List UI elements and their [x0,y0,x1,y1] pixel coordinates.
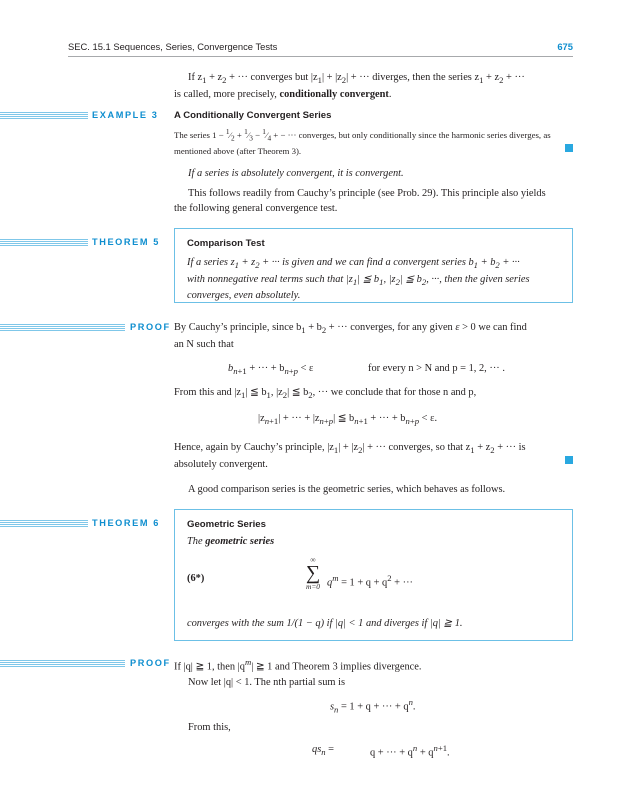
example-3-body: The series $1 - ^1⁄_2$ + $^1⁄_3$ − $^1⁄_4$ + − ··· converges, but only conditionally since the harmonic series diverges, as mentioned above (after Theorem 3). [174,127,551,156]
header-rule [68,56,573,57]
running-head [68,40,573,54]
theorem-6-conclusion: converges with the sum 1/(1 − q) if |q| < 1 and diverges if |q| ≧ 1. [187,618,463,629]
theorem-5-box [174,228,573,303]
section-title: SEC. 15.1 Sequences, Series, Convergence Tests [68,41,278,52]
proof-1-line-3: From this and $|z_1|$ ≦ $b_1$, $|z_2|$ ≦ $b_2$, ··· we conclude that for those n and p, [174,387,477,401]
equation-label: (6*) [187,573,205,584]
example-3-tag: EXAMPLE 3 [92,110,159,120]
proof-1-intro: By Cauchy’s principle, since $b_1 + b_2$ + ··· converges, for any given ε > 0 we can find an N such that [174,322,527,350]
absolute-convergence-statement: If a series is absolutely convergent, it is convergent. [188,168,404,179]
theorem-5-tag: THEOREM 5 [92,237,160,247]
theorem-5-text: If a series $z_1 + z_2$ + ··· is given and we can find a convergent series $b_1 + b_2$ + ··· with nonnegative real terms such that $|z_1|$ ≦ $b_1$, $|z_2|$ ≦ $b_2$, ···, then the given series converges, even absolutely. [187,257,530,302]
proof-2-from-this: From this, [188,722,231,733]
proof-1-display-1: $b_{n+1}$ + ··· + $b_{n+p} < \varepsilon$ [228,363,314,377]
geometric-intro: A good comparison series is the geometric series, which behaves as follows. [188,484,506,495]
example-3-end-mark [565,144,573,152]
theorem-6-tag: THEOREM 6 [92,518,160,528]
intro-paragraph: If $z_1 + z_2$ + ··· converges but $|z_1| + |z_2|$ + ··· diverges, then the series $z_1 + z_2$ + ··· is called, more precisely, conditionally convergent. [174,72,525,100]
proof-1-tag: PROOF [130,322,171,332]
proof-2-intro: If |q| ≧ 1, then $|q^m|$ ≧ 1 and Theorem 3 implies divergence. Now let |q| < 1. The nth partial sum is [174,657,422,688]
partial-sum-equation: $s_n = 1 + q$ + ··· + $q^n$. [330,697,416,715]
qs-equation: $qs_n$ = [312,744,335,758]
qs-equation-rhs: q + ··· + $q^n + q^{n+1}$. [370,743,450,759]
proof-1-display-1-condition: for every n > N and p = 1, 2, ··· . [368,363,505,374]
example-3-title: A Conditionally Convergent Series [174,110,332,121]
proof-2-tag: PROOF [130,658,171,668]
theorem-6-box [174,509,573,641]
cauchy-paragraph: This follows readily from Cauchy’s principle (see Prob. 29). This principle also yields the following general convergence test. [174,188,546,215]
proof-1-end-mark [565,456,573,464]
proof-1-conclusion: Hence, again by Cauchy’s principle, $|z_1| + |z_2|$ + ··· converges, so that $z_1 + z_2$ + ··· is absolutely convergent. [174,442,526,470]
theorem-6-title: Geometric Series [187,519,266,530]
theorem-6-subtitle: The geometric series [187,536,275,547]
sum-symbol: ∞ ∑ m=0 [305,555,321,592]
page-number: 675 [557,41,573,52]
proof-1-display-2: $|z_{n+1}|$ + ··· + $|z_{n+p}|$ ≦ $b_{n+1}$ + ··· + $b_{n+p} < \varepsilon$. [258,413,438,427]
theorem-5-title: Comparison Test [187,238,265,249]
geometric-series-equation: $q^m = 1 + q + q^2$ + ··· [327,573,413,589]
